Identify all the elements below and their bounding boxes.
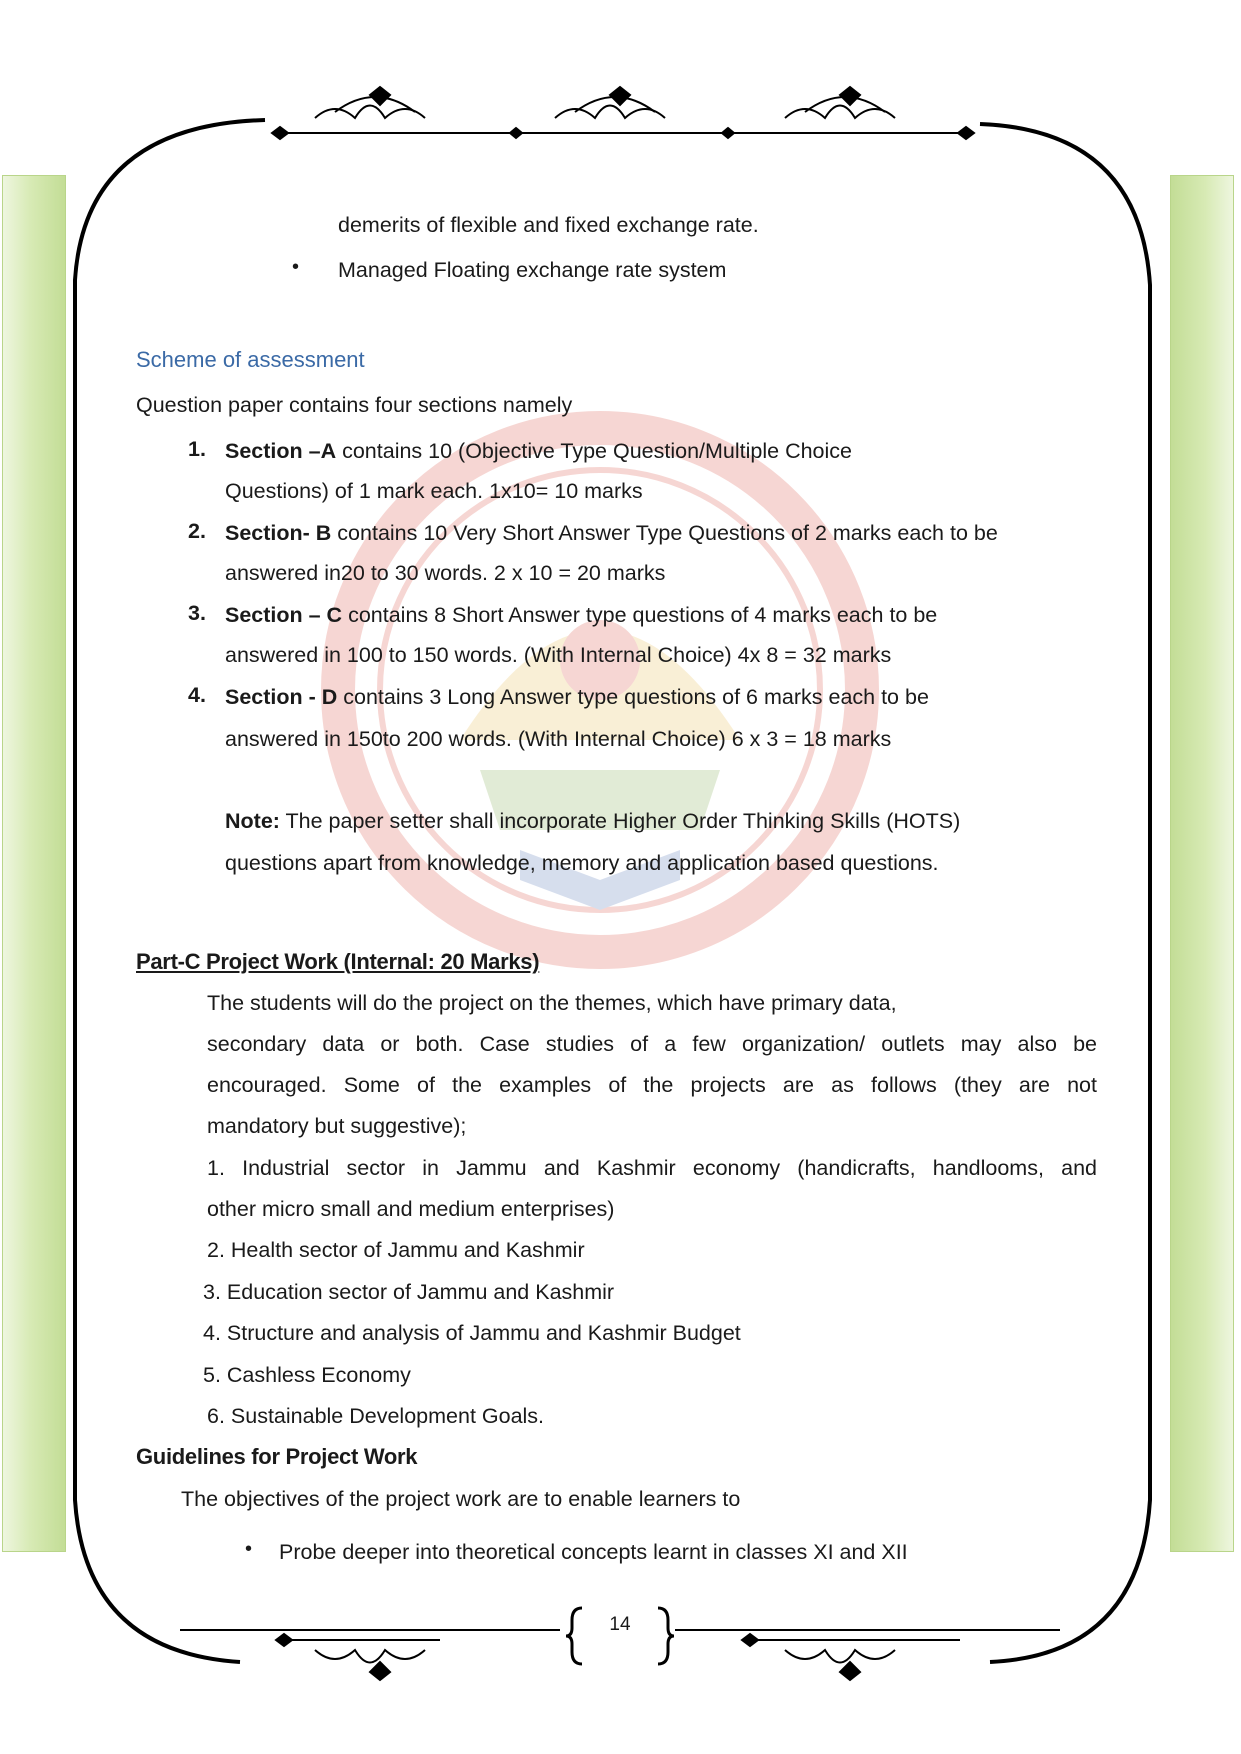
section-a-line1: Section –A contains 10 (Objective Type Question/Multiple Choice [225,439,852,463]
section-number: 1. [188,437,206,461]
project-item5: 5. Cashless Economy [203,1363,411,1387]
guidelines-intro: The objectives of the project work are to enable learners to [181,1487,741,1511]
section-d-line1: Section - D contains 3 Long Answer type questions of 6 marks each to be [225,685,929,709]
section-c-line2: answered in 100 to 150 words. (With Internal Choice) 4x 8 = 32 marks [225,643,892,667]
section-number: 2. [188,519,206,543]
page-number: 14 [609,1614,631,1635]
project-para-line2: secondary data or both. Case studies of a few organization/ outlets may also be [207,1032,1097,1056]
scheme-heading: Scheme of assessment [136,347,365,372]
project-para-line3: encouraged. Some of the examples of the projects are as follows (they are not [207,1073,1097,1097]
note-line1: Note: The paper setter shall incorporate Higher Order Thinking Skills (HOTS) [225,809,961,833]
project-para-line1: The students will do the project on the themes, which have primary data, [207,991,897,1015]
project-item1-line1: 1. Industrial sector in Jammu and Kashmir economy (handicrafts, handlooms, and [207,1156,1097,1180]
project-item4: 4. Structure and analysis of Jammu and Kashmir Budget [203,1321,741,1345]
section-b-line2: answered in20 to 30 words. 2 x 10 = 20 marks [225,561,666,585]
project-item1-line2: other micro small and medium enterprises) [207,1197,615,1221]
section-d-line2: answered in 150to 200 words. (With Internal Choice) 6 x 3 = 18 marks [225,727,892,751]
guidelines-bullet1: Probe deeper into theoretical concepts learnt in classes XI and XII [279,1540,908,1564]
section-d-title: Section - D [225,685,338,709]
note-line2: questions apart from knowledge, memory and application based questions. [225,851,939,875]
project-item2: 2. Health sector of Jammu and Kashmir [207,1238,585,1262]
project-item6: 6. Sustainable Development Goals. [207,1404,545,1428]
section-c-title: Section – C [225,603,343,627]
note-label: Note: [225,809,280,833]
section-number: 3. [188,601,206,625]
section-a-line2: Questions) of 1 mark each. 1x10= 10 marks [225,479,643,503]
project-para-line4: mandatory but suggestive); [207,1114,467,1138]
section-number: 4. [188,683,206,707]
bullet-managed-floating: Managed Floating exchange rate system [338,258,727,282]
project-item3: 3. Education sector of Jammu and Kashmir [203,1280,615,1304]
scheme-intro: Question paper contains four sections namely [136,393,573,417]
bullet-icon: • [292,256,300,278]
project-heading: Part-C Project Work (Internal: 20 Marks) [136,949,540,974]
guidelines-heading: Guidelines for Project Work [136,1444,418,1469]
section-b-title: Section- B [225,521,332,545]
bullet-icon: • [245,1538,253,1560]
section-a-title: Section –A [225,439,337,463]
continuation-line: demerits of flexible and fixed exchange rate. [338,213,759,237]
section-b-line1: Section- B contains 10 Very Short Answer Type Questions of 2 marks each to be [225,521,998,545]
section-c-line1: Section – C contains 8 Short Answer type questions of 4 marks each to be [225,603,938,627]
